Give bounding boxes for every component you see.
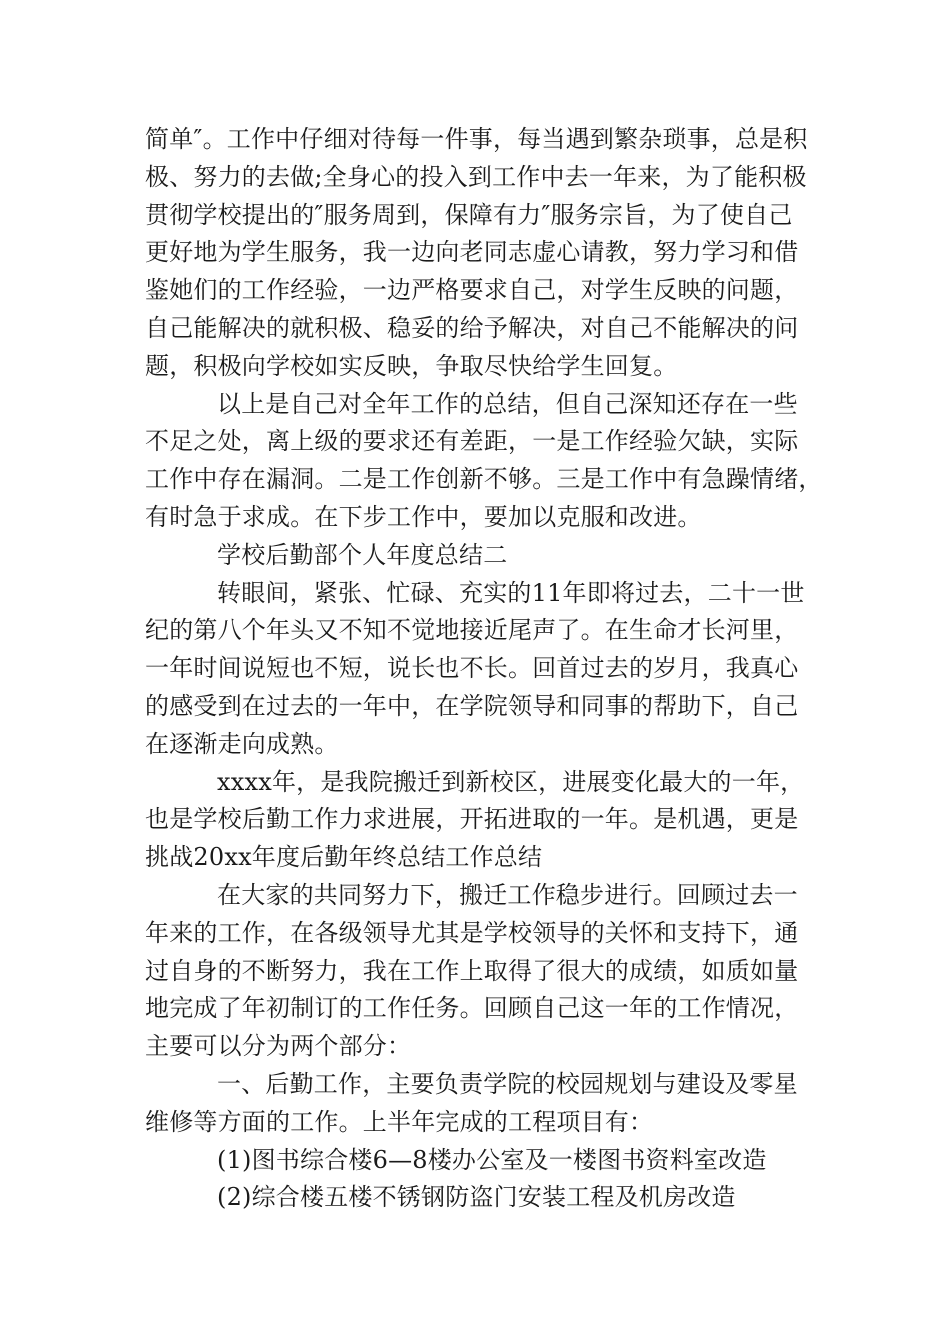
text-line: 简单″。工作中仔细对待每一件事，每当遇到繁杂琐事，总是积: [145, 125, 808, 153]
text-line: 纪的第八个年头又不知不觉地接近尾声了。在生命才长河里，: [145, 616, 799, 645]
text-line: 不足之处，离上级的要求还有差距，一是工作经验欠缺，实际: [145, 427, 799, 456]
text-line: 地完成了年初制订的工作任务。回顾自己这一年的工作情况，: [145, 994, 799, 1023]
text-line: 极、努力的去做;全身心的投入到工作中去一年来，为了能积极: [145, 162, 807, 191]
text-line: 转眼间，紧张、忙碌、充实的11年即将过去，二十一世: [217, 578, 805, 607]
paragraph: [145, 1066, 815, 1142]
text-line: 题，积极向学校如实反映，争取尽快给学生回复。: [145, 351, 678, 380]
paragraph: [145, 121, 815, 386]
text-line: 维修等方面的工作。上半年完成的工程项目有：: [145, 1107, 654, 1136]
text-line: 有时急于求成。在下步工作中，要加以克服和改进。: [145, 502, 702, 531]
text-line: 过自身的不断努力，我在工作上取得了很大的成绩，如质如量: [145, 956, 799, 985]
document-body: [145, 121, 823, 1217]
text-line: 主要可以分为两个部分：: [145, 1032, 412, 1061]
text-line: 在大家的共同努力下，搬迁工作稳步进行。回顾过去一: [217, 880, 798, 909]
paragraph: [145, 575, 815, 764]
paragraph: [145, 537, 815, 575]
text-line: 也是学校后勤工作力求进展，开拓进取的一年。是机遇，更是: [145, 805, 799, 834]
text-line: 工作中存在漏洞。二是工作创新不够。三是工作中有急躁情绪，: [145, 465, 823, 494]
paragraph: [145, 764, 815, 877]
text-line: (1)图书综合楼6—8楼办公室及一楼图书资料室改造: [217, 1145, 767, 1174]
text-line: 贯彻学校提出的″服务周到，保障有力″服务宗旨，为了使自己: [145, 200, 793, 229]
paragraph: [145, 386, 823, 537]
text-line: 一年时间说短也不短，说长也不长。回首过去的岁月，我真心: [145, 654, 799, 683]
text-line: 的感受到在过去的一年中，在学院领导和同事的帮助下，自己: [145, 691, 799, 720]
text-line: 更好地为学生服务，我一边向老同志虚心请教，努力学习和借: [145, 238, 799, 267]
text-line: xxxx年，是我院搬迁到新校区，进展变化最大的一年，: [217, 767, 805, 796]
text-line: 以上是自己对全年工作的总结，但自己深知还存在一些: [217, 389, 798, 418]
paragraph: [145, 877, 815, 1066]
text-line: (2)综合楼五楼不锈钢防盗门安装工程及机房改造: [217, 1183, 736, 1212]
paragraph: [145, 1142, 815, 1180]
text-line: 学校后勤部个人年度总结二: [217, 540, 508, 569]
text-line: 鉴她们的工作经验，一边严格要求自己，对学生反映的问题，: [145, 276, 799, 305]
text-line: 在逐渐走向成熟。: [145, 729, 339, 758]
text-line: 一、后勤工作，主要负责学院的校园规划与建设及零星: [217, 1069, 798, 1098]
text-line: 年来的工作，在各级领导尤其是学校领导的关怀和支持下，通: [145, 918, 799, 947]
text-line: 挑战20xx年度后勤年终总结工作总结: [145, 843, 543, 872]
paragraph: [145, 1179, 815, 1217]
text-line: 自己能解决的就积极、稳妥的给予解决，对自己不能解决的问: [145, 313, 799, 342]
